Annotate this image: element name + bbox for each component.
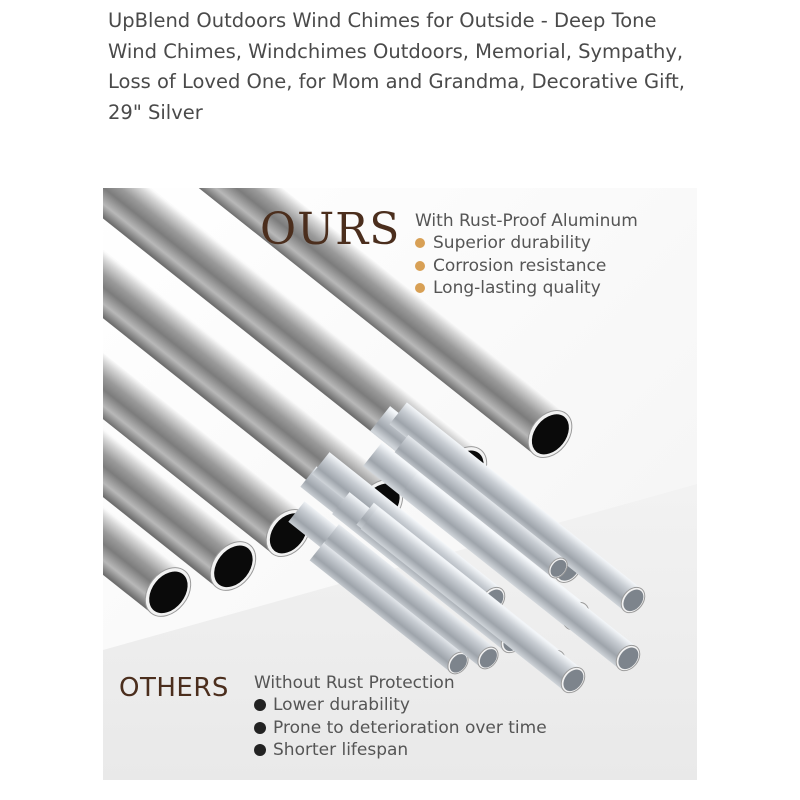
others-feature: Prone to deterioration over time [254,717,547,740]
ours-feature: Superior durability [415,232,606,255]
bullet-dot-icon [415,261,425,271]
ours-heading: OURS [260,204,401,255]
bullet-dot-icon [254,744,266,756]
others-feature: Lower durability [254,694,547,717]
ours-feature-list [415,232,606,300]
others-feature-list [254,694,547,762]
others-subheading: Without Rust Protection [254,673,455,693]
ours-subheading: With Rust-Proof Aluminum [415,211,638,231]
ours-feature: Corrosion resistance [415,255,606,278]
others-feature: Shorter lifespan [254,739,547,762]
others-heading: OTHERS [119,673,229,703]
comparison-image [103,188,697,780]
product-title: UpBlend Outdoors Wind Chimes for Outside - Deep Tone Wind Chimes, Windchimes Outdoors, Memorial, Sympathy, Loss of Loved One, for Mom and Grandma, Decorative Gift, 29" Silver [108,9,685,124]
bullet-dot-icon [415,238,425,248]
bullet-dot-icon [254,699,266,711]
bullet-dot-icon [254,722,266,734]
bullet-dot-icon [415,283,425,293]
ours-feature: Long-lasting quality [415,277,606,300]
